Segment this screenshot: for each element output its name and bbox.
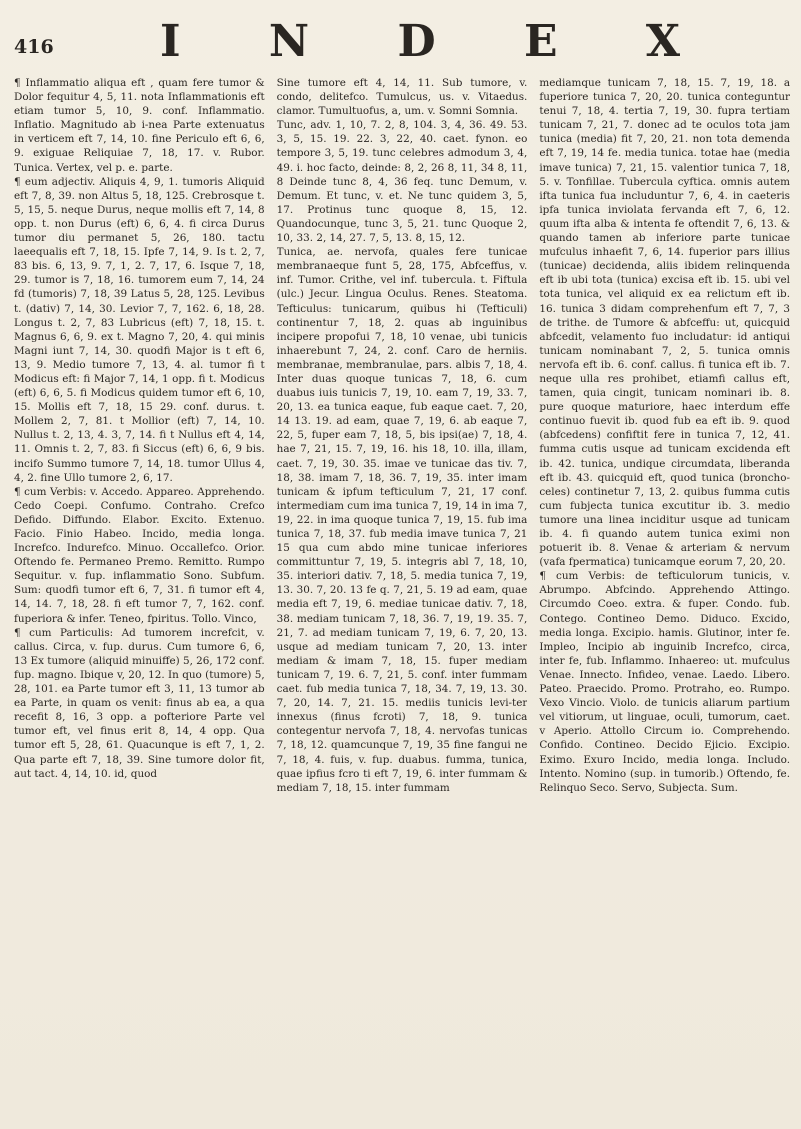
running-title-letter: D: [397, 16, 436, 67]
index-entry: ¶ cum Particulis: Ad tumorem increfcit, v. callus. Circa, v. fup. durus. Cum tumore 6, 6, 13 Ex tumore (aliquid minuiffe) 5, 26, 172 conf. fup. magno. Ibique v, 20, 12. In quo (tumore) 5, 28, 101. ea Parte tumor eft 3, 11, 13 tumor ab ea Parte, in quam os venit: finus ab ea, a qua recefit 8, 16, 3 opp. a pofteriore Parte vel tumor eft, vel finus erit 8, 14, 4 opp. Qua tumor eft 5, 28, 61. Quacunque is eft 7, 1, 2. Qua parte eft 7, 18, 39. Sine tumore dolor fit, aut tact. 4, 14, 10. id, quod: [14, 626, 265, 780]
index-entry: ¶ cum Verbis: de tefticulorum tunicis, v. Abrumpo. Abfcindo. Apprehendo Attingo. Circumdo Coeo. extra. & fuper. Condo. fub. Contego. Contineo Demo. Diduco. Excido, media longa. Excipio. hamis. Glutinor, inter fe. Impleo, Incipio ab inguinib Increfco, circa, inter fe, fub. Inflammo. Inhaereo: ut. mufculus Venae. Innecto. Infideo, venae. Laedo. Libero. Pateo. Praecido. Promo. Protraho, eo. Rumpo. Vexo Vincio. Violo. de tunicis aliarum partium vel vitiorum, ut linguae, oculi, tumorum, caet. v Aperio. Attollo Circum io. Comprehendo. Confido. Contineo. Decido Ejicio. Excipio. Eximo. Exuro Incido, media longa. Includo. Intento. Nomino (sup. in tumorib.) Oftendo, fe. Relinquo Seco. Servo, Subjecta. Sum.: [539, 570, 791, 794]
running-title-letter: X: [645, 16, 680, 67]
page-header: [0, 14, 801, 66]
running-title-letter: E: [523, 16, 558, 67]
index-columns: [14, 76, 790, 1121]
index-entry: mediamque tunicam 7, 18, 15. 7, 19, 18. a fuperiore tunica 7, 20, 20. tunica conteguntur tenui 7, 18, 4. tertia 7, 19, 30. fupra tertiam tunicam 7, 21, 7. donec ad te oculos tota jam tunica (media) fit 7, 20, 21. non tota demenda eft 7, 19, 14 fe. media tunica. totae hae (media imave tunica) 7, 21, 15. valentior tunica 7, 18, 5. v. Tonfillae. Tubercula cyftica. omnis autem ifta tunica fua includuntur 7, 6, 4. in caeteris ipfa tunica inviolata fervanda eft 7, 6, 12. quum ifta alba & intenta fe oftendit 7, 6, 13. & quando tamen ab inferiore parte tunicae mufculus inhaefit 7, 6, 14. fuperior pars illius (tunicae) decidenda, aliis ibidem relinquenda eft ib ubi tota (tunica) excisa eft ib. 15. ubi vel tota tunica, vel aliquid ex ea relictum eft ib. 16. tunica 3 didam comprehenfum eft 7, 7, 3 de trithe. de Tumore & abfceffu: ut, quicquid abfcedit, velamento fuo includatur: id antiqui tunicam nominabant 7, 2, 5. tunica omnis nervofa eft ib. 6. conf. callus. fi tunica eft ib. 7. neque ulla res prohibet, etiamfi callus eft, tamen, quia cingit, tunicam nominari ib. 8. pure quoque maturiore, haec interdum effe continuo fuevit ib. quod fub ea eft ib. 9. quod (abfcedens) confiftit fere in tunica 7, 12, 41. fumma cutis usque ad tunicam excidenda eft ib. 42. tunica, undique circumdata, liberanda eft ib. 43. quicquid eft, quod tunica (broncho-celes) continetur 7, 13, 2. quibus fumma cutis cum fubjecta tunica excutitur ib. 3. medio tumore una linea inciditur usque ad tunicam ib. 4. fi quando autem tunica eximi non potuerit ib. 8. Venae & arteriam & nervum (vafa fpermatica) tunicamque eorum 7, 20, 20.: [539, 77, 791, 569]
index-entry: ¶ cum Verbis: v. Accedo. Appareo. Apprehendo. Cedo Coepi. Confumo. Contraho. Crefco Defido. Diffundo. Elabor. Excito. Extenuo. Facio. Finio Habeo. Incido, media longa. Increfco. Indurefco. Minuo. Occallefco. Orior. Oftendo fe. Permaneo Premo. Remitto. Rumpo Sequitur. v. fup. inflammatio Sono. Subfum. Sum: quodfi tumor eft 6, 7, 31. fi tumor eft 4, 14, 14. 7, 18, 28. fi eft tumor 7, 7, 162. conf. fuperiora & infer. Teneo, fpiritus. Tollo. Vinco,: [14, 485, 265, 625]
index-column-right: [539, 76, 790, 1121]
index-entry: ¶ Inflammatio aliqua eft , quam fere tumor & Dolor fequitur 4, 5, 11. nota Inflammationis eft etiam tumor 5, 10, 9. conf. Inflammatio. Inflatio. Magnitudo ab i-nea Parte extenuatus in verticem eft 7, 14, 10. fine Periculo eft 6, 6, 9. exiguae Reliquiae 7, 18, 17. v. Rubor. Tunica. Vertex, vel p. e. parte.: [14, 77, 265, 174]
index-column-left: [14, 76, 265, 1121]
index-entry: ¶ eum adjectiv. Aliquis 4, 9, 1. tumoris Aliquid eft 7, 8, 39. non Altus 5, 18, 125. Crebrosque t. 5, 15, 5. neque Durus, neque mollis eft 7, 14, 8 opp. t. non Durus (eft) 6, 6, 4. fi circa Durus tumor diu permanet 5, 26, 180. tactu laeequalis eft 7, 18, 15. Ipfe 7, 14, 9. Is t. 2, 7, 83 bis. 6, 13, 9. 7, 1, 2. 7, 17, 6. Isque 7, 18, 29. tumor is 7, 18, 16. tumorem eum 7, 14, 24 fd (tumoris) 7, 18, 39 Latus 5, 28, 125. Levibus t. (dativ) 7, 14, 30. Levior 7, 7, 162. 6, 18, 28. Longus t. 2, 7, 83 Lubricus (eft) 7, 18, 15. t. Magnus 6, 6, 9. ex t. Magno 7, 20, 4. qui minis Magni iunt 7, 14, 30. quodfi Major is t eft 6, 13, 9. Medio tumore 7, 13, 4. al. tumor fi t Modicus eft: fi Major 7, 14, 1 opp. fi t. Modicus (eft) 6, 6, 5. fi Modicus quidem tumor eft 6, 10, 15. Mollis eft 7, 18, 15 29. conf. durus. t. Mollem 2, 7, 81. t Mollior (eft) 7, 14, 10. Nullus t. 2, 13, 4. 3, 7, 14. fi t Nullus eft 4, 14, 11. Omnis t. 2, 7, 83. fi Siccus (eft) 6, 6, 9 bis. incifo Summo tumore 7, 14, 18. tumor Ullus 4, 4, 2. fine Ullo tumore 2, 6, 17.: [14, 175, 265, 484]
index-entry: Tunica, ae. nervofa, quales fere tunicae membranaeque funt 5, 28, 175, Abfceffus, v. inf. Tumor. Crithe, vel inf. tubercula. t. Fiftula (ulc.) Jecur. Lingua Oculus. Renes. Steatoma. Tefticulus: tunicarum, quibus hi (Tefticuli) continentur 7, 18, 2. quas ab inguinibus incipere propofui 7, 18, 10 venae, ubi tunicis inhaerebunt 7, 24, 2. conf. Caro de herniis. membranae, membranulae, pars. albis 7, 18, 4. Inter duas quoque tunicas 7, 18, 6. cum duabus iuis tunicis 7, 19, 10. eam 7, 19, 33. 7, 20, 13. ea tunica eaque, fub eaque caet. 7, 20, 14 13. 19. ad eam, quae 7, 19, 6. ab eaque 7, 22, 5, fuper eam 7, 18, 5, bis ipsi(ae) 7, 18, 4. hae 7, 21, 15. 7, 19, 16. his 18, 10. illa, illam, caet. 7, 19, 30. 35. imae ve tunicae das tiv. 7, 18, 38. imam 7, 18, 36. 7, 19, 35. inter imam tunicam & ipfum tefticulum 7, 21, 17 conf. intermediam cum ima tunica 7, 19, 14 in ima 7, 19, 22. in ima quoque tunica 7, 19, 15. fub ima tunica 7, 18, 37. fub media imave tunica 7, 21 15 qua cum abdo mine tunicae inferiores committuntur 7, 19, 5. integris abl 7, 18, 10, 35. interiori dativ. 7, 18, 5. media tunica 7, 19, 13. 30. 7, 20. 13 fe q. 7, 21, 5. 19 ad eam, quae media eft 7, 19, 6. mediae tunicae dativ. 7, 18, 38. mediam tunicam 7, 18, 36. 7, 19, 19. 35. 7, 21, 7. ad mediam tunicam 7, 19, 6. 7, 20, 13. usque ad mediam tunicam 7, 20, 13. inter mediam & imam 7, 18, 15. fuper mediam tunicam 7, 19. 6. 7, 21, 5. conf. inter fummam caet. fub media tunica 7, 18, 34. 7, 19, 13. 30. 7, 20, 14. 7, 21. 15. mediis tunicis levi-ter innexus (finus fcroti) 7, 18, 9. tunica contegentur nervofa 7, 18, 4. nervofas tunicas 7, 18, 12. quamcunque 7, 19, 35 fine fangui ne 7, 18, 4. fuis, v. fup. duabus. fumma, tunica, quae ipfius fcro ti eft 7, 19, 6. inter fummam & mediam 7, 18, 15. inter fummam: [276, 246, 528, 794]
index-column-middle: [277, 76, 528, 1121]
index-entry: Tunc, adv. 1, 10, 7. 2, 8, 104. 3, 4, 36. 49. 53. 3, 5, 15. 19. 22. 3, 22, 40. caet. fynon. eo tempore 3, 5, 19. tunc celebres admodum 3, 4, 49. i. hoc facto, deinde: 8, 2, 26 8, 11, 34 8, 11, 8 Deinde tunc 8, 4, 36 feq. tunc Demum, v. Demum. Et tunc, v. et. Ne tunc quidem 3, 5, 17. Protinus tunc quoque 8, 15, 12. Quandocunque, tunc 3, 5, 21. tunc Quoque 2, 10, 33. 2, 14, 27. 7, 5, 13. 8, 15, 12.: [276, 119, 528, 245]
page-number: 416: [14, 36, 54, 58]
index-entry: Sine tumore eft 4, 14, 11. Sub tumore, v. condo, delitefco. Tumulcus, us. v. Vitaedus. clamor. Tumultuofus, a, um. v. Somni Somnia.: [276, 77, 528, 118]
running-title-letter: N: [268, 16, 310, 67]
running-title: [160, 16, 680, 67]
running-title-letter: I: [160, 16, 181, 67]
